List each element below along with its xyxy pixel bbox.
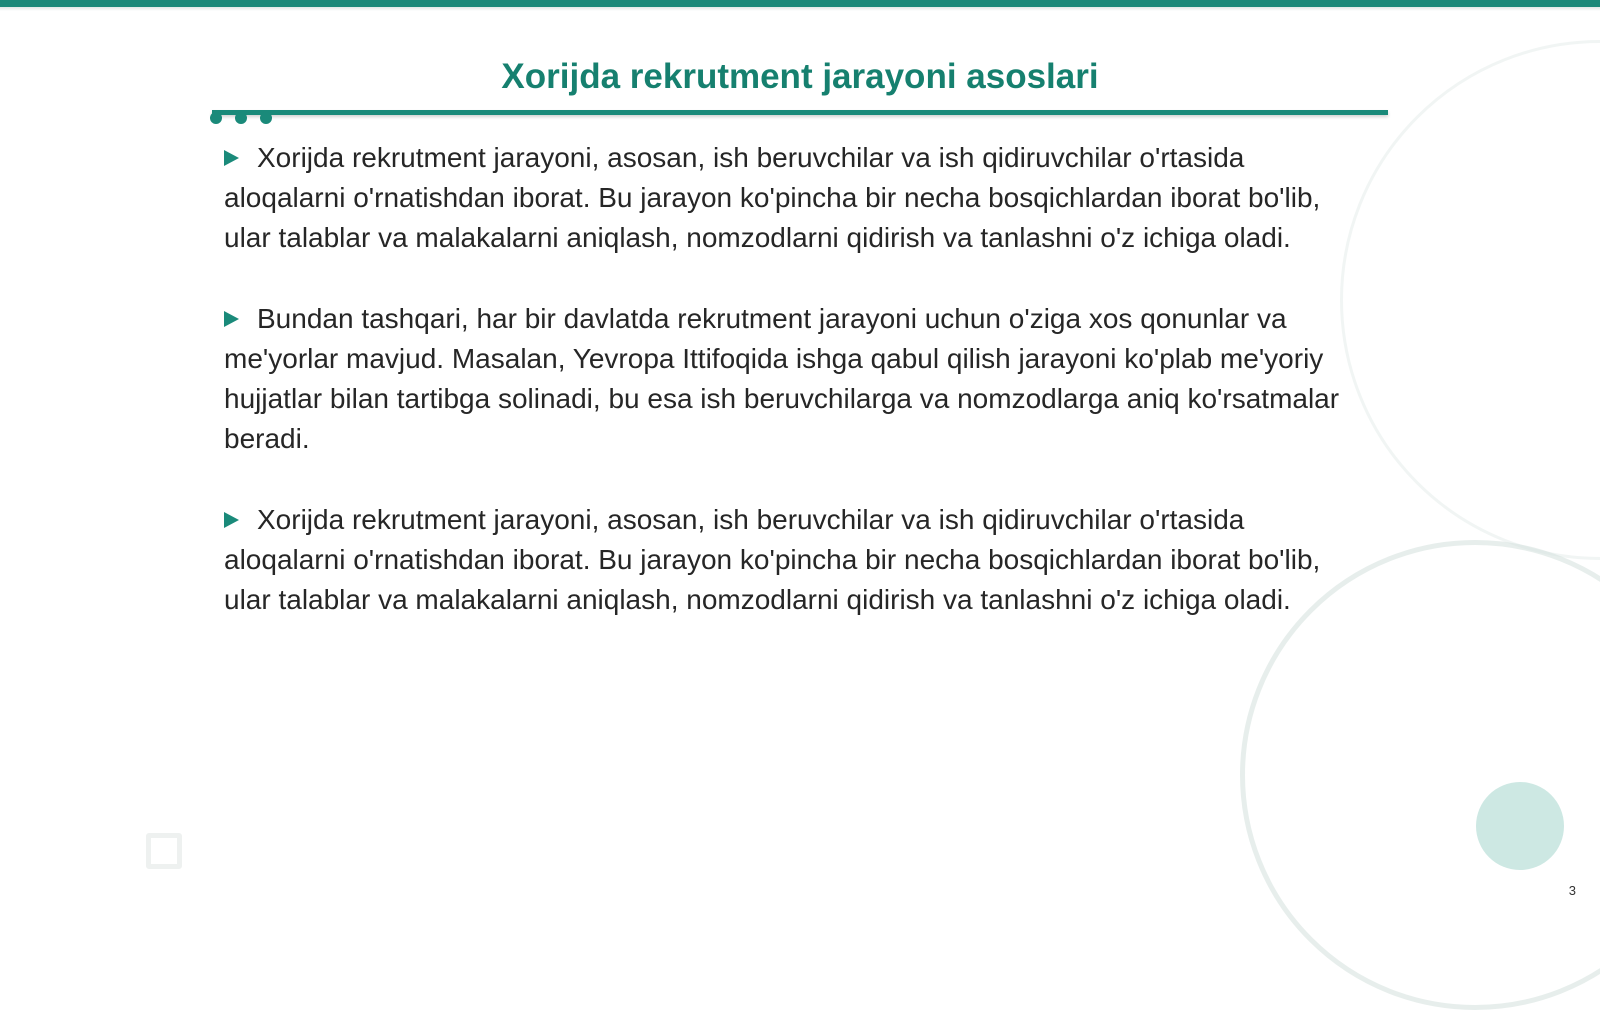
bullet-item — [224, 500, 1354, 620]
triangle-right-icon — [224, 311, 239, 327]
triangle-right-icon — [224, 512, 239, 528]
top-bar-shadow — [0, 7, 1600, 11]
decorative-square — [146, 833, 182, 869]
underline-dot — [210, 112, 222, 124]
slide-title: Xorijda rekrutment jarayoni asoslari — [501, 57, 1099, 96]
top-accent-bar — [0, 0, 1600, 7]
bullet-item — [224, 138, 1354, 258]
bullet-text: Xorijda rekrutment jarayoni, asosan, ish beruvchilar va ish qidiruvchilar o'rtasida aloqalarni o'rnatishdan iborat. Bu jarayon ko'pincha bir necha bosqichlardan iborat bo'lib, ular talablar va malakalarni aniqlash, nomzodlarni qidirish va tanlashni o'z ichiga oladi. — [224, 142, 1321, 253]
page-number: 3 — [1568, 883, 1576, 898]
triangle-right-icon — [224, 150, 239, 166]
decorative-circle-filled — [1476, 782, 1564, 870]
underline-dot — [235, 112, 247, 124]
bullet-text: Bundan tashqari, har bir davlatda rekrutment jarayoni uchun o'ziga xos qonunlar va me'yorlar mavjud. Masalan, Yevropa Ittifoqida ishga qabul qilish jarayoni ko'plab me'yoriy hujjatlar bilan tartibga solinadi, bu esa ish beruvchilarga va nomzodlarga aniq ko'rsatmalar beradi. — [224, 303, 1340, 454]
title-underline — [212, 110, 1388, 115]
bullet-text: Xorijda rekrutment jarayoni, asosan, ish beruvchilar va ish qidiruvchilar o'rtasida aloqalarni o'rnatishdan iborat. Bu jarayon ko'pincha bir necha bosqichlardan iborat bo'lib, ular talablar va malakalarni aniqlash, nomzodlarni qidirish va tanlashni o'z ichiga oladi. — [224, 504, 1321, 615]
bullet-list — [224, 138, 1354, 661]
decorative-circle-outline-faint — [1340, 40, 1600, 560]
bullet-item — [224, 299, 1354, 459]
underline-dot — [260, 112, 272, 124]
